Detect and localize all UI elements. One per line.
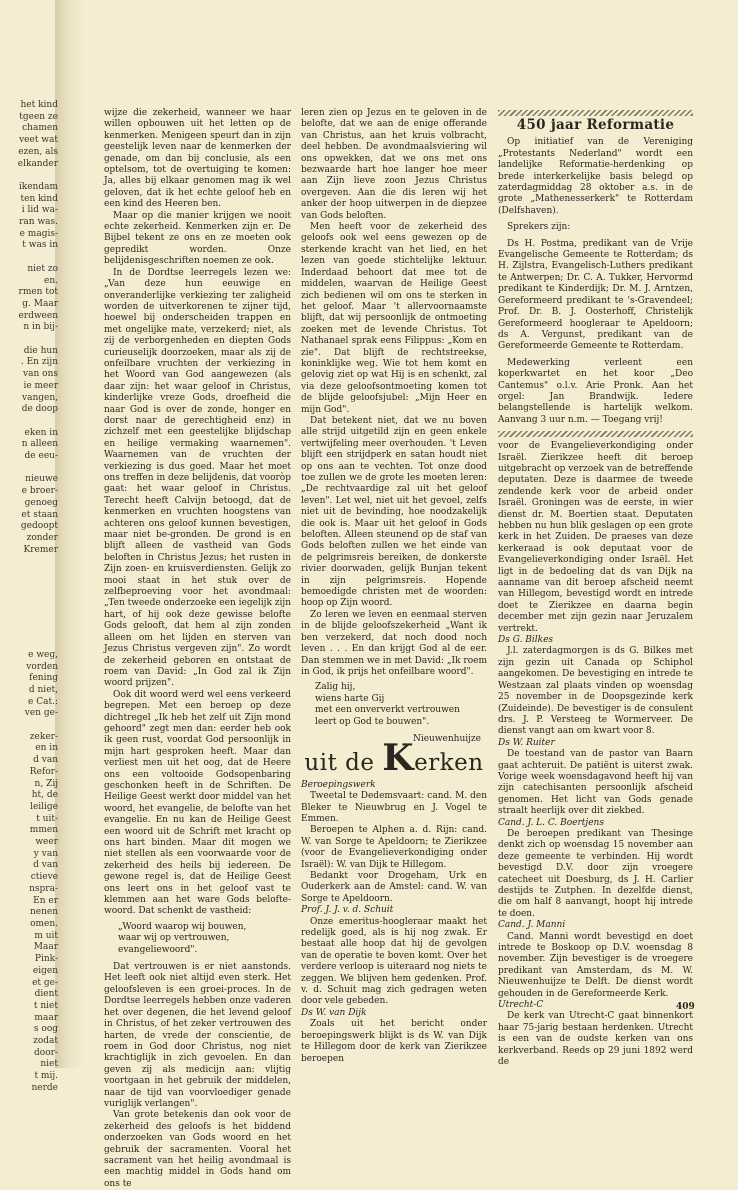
wavy-rule-bottom bbox=[498, 431, 693, 437]
prev-page-line: t was in bbox=[22, 240, 58, 251]
subhead-manni: Cand. J. Manni bbox=[498, 920, 566, 931]
prev-page-line: e Cat.: bbox=[28, 696, 58, 707]
wavy-rule-top bbox=[498, 110, 693, 116]
boertjens-text: De beroepen predikant van Thesinge denkt zich op woensdag 15 november aan deze gemeente te verbinden. Hij wordt bevestigd D.V. door zijn vroegere catecheet uit Doesburg, ds J. H. Carlier destijds te Zutphen. In dezelfde dienst, die om half 8 aanvangt, hoopt hij intrede te doen. bbox=[498, 828, 693, 919]
prev-page-line: dient bbox=[34, 989, 58, 1000]
subhead-bilkes: Ds G. Bilkes bbox=[498, 635, 554, 646]
col1-poem bbox=[118, 922, 291, 956]
reformatie-box bbox=[498, 137, 693, 426]
poem-line: wiens harte Gij bbox=[315, 693, 385, 704]
ruiter-text: De toestand van de pastor van Baarn gaat achteruit. De patiënt is uiterst zwak. Vorige week woensdagavond heeft hij van zijn catechisanten persoonlijk afscheid genomen. Het licht van Gods genade straalt heerlijk over dit ziekbed. bbox=[498, 749, 693, 817]
prev-page-line: eken in bbox=[24, 427, 58, 438]
prev-page-line: niet zo bbox=[27, 263, 58, 274]
prev-page-line: n alleen bbox=[21, 439, 58, 450]
prev-page-line: ht, de bbox=[31, 790, 58, 801]
prev-page-line: nerde bbox=[31, 1082, 58, 1093]
prev-page-line: die hun bbox=[23, 345, 58, 356]
prev-page-line: . En zijn bbox=[20, 357, 58, 368]
poem-line: „Woord waarop wij bouwen, bbox=[118, 921, 247, 932]
col1-para-5: Dat vertrouwen is er niet aanstonds. Het leeft ook niet altijd even sterk. Het geloofsleven is een groei-proces. In de Dordtse leerregels hebben onze vaderen het over degenen, die het levend geloof in Christus, of het zeker vertrouwen des harten, de vrede der conscientie, de roem in God door Christus, nog niet krachtiglijk in zich gevoelen. En dan geven zij als medicijn aan: vlijtig voortgaan in het gebruik der middelen, naar de tijd van voorvloediger genade vuriglijk verlangen". bbox=[104, 962, 291, 1109]
prev-page-line: ven ge- bbox=[24, 708, 58, 719]
subhead-beroepingswerk: Beroepingswerk bbox=[301, 779, 376, 790]
prev-page-line: t niet bbox=[33, 1000, 58, 1011]
dijk-text: Zoals uit het bericht onder beroepingswerk blijkt is ds W. van Dijk te Hillegom door de kerk van Zierikzee beroepen bbox=[301, 1019, 487, 1064]
beroep-item: Beroepen te Alphen a. d. Rijn: cand. W. van Sorge te Apeldoorn; te Zierikzee (voor de Evangelieverkondiging onder Israël): W. van Dijk te Hillegom. bbox=[301, 825, 487, 870]
prev-page-line: eigen bbox=[32, 965, 58, 976]
prev-page-line bbox=[0, 615, 58, 627]
prev-page-line: nieuwe bbox=[25, 474, 58, 485]
prev-page-line bbox=[0, 568, 58, 580]
prev-page-line: t uit- bbox=[36, 813, 58, 824]
col1-para-1: wijze die zekerheid, wanneer we haar willen opbouwen uit het letten op de kenmerken. Menigeen speurt dan in zijn geestelijk leven naar de kenmerken der genade, om dan bij conclusie, als een optelsom, tot de overtuiging te komen: Ja, alles bij elkaar genomen mag ik wel geloven, dat ik het echte geloof heb en een kind des Heeren ben. bbox=[104, 108, 291, 210]
subhead-utrecht: Utrecht-C bbox=[498, 1000, 544, 1011]
prev-page-line bbox=[0, 580, 58, 592]
col1-para-2: Maar op die manier krijgen we nooit echte zekerheid. Kenmerken zijn er. De Bijbel tekent ze ons en ze moeten ook gepredikt worden. Onze belijdenisgeschriften noemen ze ook. bbox=[104, 210, 291, 267]
box-para: Sprekers zijn: bbox=[507, 222, 571, 233]
prev-page-line: e weg, bbox=[28, 649, 58, 660]
prev-page-line: i lid wa- bbox=[21, 205, 58, 216]
prev-page-line bbox=[0, 416, 58, 428]
prev-page-line bbox=[0, 556, 58, 568]
prev-page-line: chamen bbox=[22, 123, 58, 134]
box-para: Medewerking verleent een koperkwartet en het koor „Deo Cantemus" o.l.v. Arie Pronk. Aan het orgel: Jan Brandwijk. Iedere belangstellende is hartelijk welkom. Aanvang 3 uur n.m. — Toegang vrij! bbox=[498, 357, 693, 425]
subhead-ruiter: Ds W. Ruiter bbox=[498, 737, 555, 748]
prev-page-line: vorden bbox=[26, 661, 58, 672]
author-signature: Nieuwenhuijze bbox=[412, 733, 481, 744]
col2-para-1: leren zien op Jezus en te geloven in de belofte, dat we aan de enige offerande van Christus, aan het kruis volbracht, deel hebben. De avondmaalsviering wil ons opwekken, dat we ons met ons bezwaarde hart hoe langer hoe meer aan Zijn lieve zoon Jezus Christus overgeven. Aan die dis leren wij het anker der hoop uitwerpen in de diepzee van Gods beloften. bbox=[301, 108, 487, 221]
previous-page-edge bbox=[0, 100, 58, 1093]
prev-page-line: weer bbox=[35, 837, 58, 848]
prev-page-line: et ge- bbox=[32, 977, 58, 988]
prev-page-line: d niet, bbox=[28, 684, 58, 695]
prev-page-line: d van bbox=[33, 755, 58, 766]
title-part: erken bbox=[414, 750, 484, 777]
prev-page-line: zeker- bbox=[29, 731, 58, 742]
prev-page-line bbox=[0, 170, 58, 182]
prev-page-line: ran was. bbox=[19, 217, 58, 228]
poem-line: Zalig hij, bbox=[315, 682, 356, 693]
prev-page-line: en in bbox=[35, 743, 58, 754]
prev-page-line: mmen bbox=[29, 825, 58, 836]
prev-page-line: e magis- bbox=[19, 228, 58, 239]
col2-para-3: Dat betekent niet, dat we nu boven alle strijd uitgetild zijn en geen enkele vertwijfeling meer overhouden. 't Leven blijft een strijdperk en satan houdt niet op ons aan te vechten. Tot onze dood toe zullen we de grote les moeten leren: „De rechtvaardige zal uit het geloof leven". Let wel, niet uit het gevoel, zelfs niet uit de bevinding, hoe noodzakelijk die ook is. Maar uit het geloof in Gods beloften. Alleen steunend op de staf van Gods beloften zullen we het einde van de pelgrimsreis bereiken, de donkerste rivier doorwaden, gelijk Bunjan tekent in zijn pelgrimsreis. Hopende bemoedigde christen met de woorden: hoop op Zijn woord. bbox=[301, 415, 487, 609]
prev-page-line: t mij. bbox=[34, 1071, 58, 1082]
prev-page-line: fening bbox=[29, 673, 58, 684]
prev-page-line bbox=[0, 638, 58, 650]
prev-page-line: zodat bbox=[33, 1036, 58, 1047]
prev-page-line: omen. bbox=[30, 919, 58, 929]
prev-page-line: tgeen ze bbox=[19, 111, 58, 122]
prev-page-line: g. Maar bbox=[22, 298, 58, 309]
prev-page-line bbox=[0, 720, 58, 732]
prev-page-line: En er bbox=[33, 895, 58, 906]
prev-page-line: ctieve bbox=[30, 872, 58, 883]
prev-page-line bbox=[0, 252, 58, 264]
prev-page-line: Kremer bbox=[23, 544, 58, 555]
col1-para-3: In de Dordtse leerregels lezen we: „Van deze hun eeuwige en onveranderlijke verkiezing ter zaligheid worden de uitverkorenen te zijner tijd, hoewel bij onderscheiden trappen en met ongelijke mate, verzekerd; niet, als zij de verborgenheden en diepten Gods curieuselijk doorzoeken, maar als zij de onfeilbare vruchten der verkiezing in het Woord van God aangewezen (als daar zijn: het waar geloof in Christus, kinderlijke vreze Gods, droefheid die naar God is over de zonde, honger en dorst naar de gerechtigheid enz) in zichzelf met een geestelijke blijdschap en heilige vermaking waarnemen". Waarnemen van de vruchten der verkiezing is dus goed. Maar het moet ons treffen in deze belijdenis, dat vooròp gaat: het waar geloof in Christus. Terecht heeft Calvijn betoogd, dat de kenmerken en vruchten hoogstens van achteren ons geloof kunnen bevestigen, maar niet be-gronden. De grond is en blijft alleen de vastheid van Gods beloften in Christus Jezus; het rusten in Zijn zoen- en kruisverdiensten. Gelijk zo mooi staat in het stuk over de zelfbeproeving voor het avondmaal: „Ten tweede onderzoeke een iegelijk zijn hart, of hij ook deze gewisse belofte Gods gelooft, dat hem al zijn zonden alleen om het lijden en sterven van Jezus Christus vergeven zijn". Zo wordt de zekerheid geboren en ontstaat de roem van David: „In God zal ik Zijn woord prijzen". bbox=[104, 267, 291, 689]
page-number: 409 bbox=[676, 1002, 695, 1012]
prev-page-line: door- bbox=[34, 1047, 58, 1058]
prev-page-line: leilige bbox=[30, 801, 58, 812]
prev-page-line: van ons bbox=[23, 369, 58, 380]
poem-line: evangeliewoord". bbox=[118, 944, 198, 955]
prev-page-line: ikendam bbox=[18, 181, 58, 192]
prev-page-line: de doop bbox=[21, 404, 58, 415]
prev-page-line: rmen tot bbox=[18, 287, 58, 298]
poem-line: leert op God te bouwen". bbox=[315, 716, 430, 727]
manni-text: Cand. Manni wordt bevestigd en doet intrede te Boskoop op D.V. woensdag 8 november. Zijn bevestiger is de vroegere predikant van Amsterdam, ds M. W. Nieuwenhuijze te Delft. De dienst wordt gehouden in de Gereformeerde Kerk. bbox=[498, 931, 693, 999]
col2-para-2: Men heeft voor de zekerheid des geloofs ook wel eens gewezen op de sterkende kracht van het lied, en het lezen van goede stichtelijke lektuur. Inderdaad behoort dat mee tot de middelen, waarvan de Heilige Geest zich bedienen wil om ons te sterken in het geloof. Maar 't allervoornaamste blijft, dat wij persoonlijk de ontmoeting zoeken met de levende Christus. Tot Nathanael sprak eens Filippus: „Kom en zie". Dat blijft de rechtstreekse, koninklijke weg. Wie tot hem komt en gelovig ziet op wat Hij is en schenkt, zal via deze geloofsontmoeting komen tot de blijde geloofsjubel: „Mijn Heer en mijn God". bbox=[301, 222, 487, 415]
bilkes-text: J.l. zaterdagmorgen is ds G. Bilkes met zijn gezin uit Canada op Schiphol aangekomen. De bevestiging en intrede te Westzaan zal plaats vinden op woensdag 25 november in de Doopsgezinde kerk (Zuideinde). De bevestiger is de consulent drs. J. P. Versteeg te Wormerveer. De dienst vangt aan om kwart voor 8. bbox=[498, 646, 693, 737]
col2-poem bbox=[315, 682, 487, 728]
prev-page-line: erdween bbox=[18, 310, 58, 321]
prev-page-line: gedoopt bbox=[20, 521, 58, 532]
box-title: 450 jaar Reformatie bbox=[516, 117, 675, 133]
col1-para-6: Van grote betekenis dan ook voor de zekerheid des geloofs is het biddend onderzoeken van Gods woord en het gebruik der sacramenten. Vooral het sacrament van het heilig avondmaal is een machtig middel in Gods hand om ons te bbox=[104, 1110, 291, 1189]
prev-page-line: s oog bbox=[33, 1024, 58, 1035]
beroep-item: Tweetal te Dedemsvaart: cand. M. den Bleker te Nieuwbrug en J. Vogel te Emmen. bbox=[301, 791, 487, 824]
prev-page-line: zonder bbox=[26, 532, 58, 543]
prev-page-line bbox=[0, 591, 58, 603]
column-2 bbox=[301, 108, 487, 1064]
prev-page-line: ie meer bbox=[23, 380, 58, 391]
prev-page-line: n in bij- bbox=[23, 322, 58, 333]
prev-page-line: de eeu- bbox=[24, 451, 58, 462]
subhead-schuit: Prof. J. J. v. d. Schuit bbox=[301, 905, 394, 916]
prev-page-line: et staan bbox=[21, 509, 58, 520]
column-1 bbox=[104, 108, 291, 1189]
subhead-boertjens: Cand. J. L. C. Boertjens bbox=[498, 817, 604, 828]
prev-page-line bbox=[0, 626, 58, 638]
prev-page-line: Maar bbox=[33, 942, 58, 953]
prev-page-line: genoeg bbox=[24, 497, 58, 508]
utrecht-text: De kerk van Utrecht-C gaat binnenkort haar 75-jarig bestaan herdenken. Utrecht is een van de oudste kerken van ons kerkverband. Reeds op 29 juni 1892 werd de bbox=[498, 1011, 693, 1068]
prev-page-line: vangen, bbox=[22, 392, 58, 403]
schuit-text: Onze emeritus-hoogleraar maakt het redelijk goed, als is hij nog zwak. Er bestaat alle hoop dat hij de gevolgen van de operatie te boven komt. Over het verdere verloop is uiteraard nog niets te zeggen. We blijven hem gedenken. Prof. v. d. Schuit mag zich gedragen weten door vele gebeden. bbox=[301, 916, 487, 1007]
prev-page-line: en. bbox=[44, 275, 58, 286]
prev-page-line: Refor- bbox=[29, 766, 58, 777]
title-part: uit de bbox=[304, 750, 383, 777]
prev-page-line: elkander bbox=[17, 158, 58, 169]
col3-continuation: voor de Evangelieverkondiging onder Israël. Zierikzee heeft dit beroep uitgebracht op verzoek van de betreffende deputaten. Deze is daarmee de tweede zendende kerk voor de arbeid onder Israël. Groningen was de eerste, in wier dienst dr. M. Boertien staat. Deputaten hebben nu hun blik geslagen op een grote kerk in het Zuiden. De praeses van deze kerkeraad is ook deputaat voor de Evangelieverkondiging onder Israël. Het ligt in de bedoeling dat ds van Dijk na aanname van dit beroep afscheid neemt van Hillegom, bevestigd wordt en intrede doet te Zierikzee en daarna begin december met zijn gezin naar Jeruzalem vertrekt. bbox=[498, 441, 693, 634]
prev-page-line: y van bbox=[33, 848, 58, 859]
prev-page-line: het kind bbox=[20, 100, 58, 110]
prev-page-line: ezen, als bbox=[18, 146, 58, 157]
box-para: Op initiatief van de Vereniging „Protestants Nederland" wordt een landelijke Reformatie-herdenking op brede interkerkelijke basis belegd op zaterdagmiddag 28 oktober a.s. in de grote „Mathenesserkerk" te Rotterdam (Delfshaven). bbox=[498, 137, 693, 216]
prev-page-line: veet wat bbox=[19, 135, 58, 146]
prev-page-line: Pink- bbox=[34, 954, 58, 965]
prev-page-line bbox=[0, 334, 58, 346]
prev-page-line: ten kind bbox=[20, 193, 58, 204]
title-initial: K bbox=[382, 737, 415, 780]
subhead-dijk: Ds W. van Dijk bbox=[301, 1007, 367, 1018]
poem-line: met een onververkt vertrouwen bbox=[315, 705, 460, 716]
box-para: Ds H. Postma, predikant van de Vrije Evangelische Gemeente te Rotterdam; ds H. Zijlstra, Evangelisch-Luthers predikant te Antwerpen; Dr. C. A. Tukker, Hervormd predikant te Kinderdijk; Dr. M. J. Arntzen, Gereformeerd predikant te 's-Gravendeel; Prof. Dr. B. J. Oosterhoff, Christelijk Gereformeerd hoogleraar te Apeldoorn; ds A. Vergunst, predikant van de Gereformeerde Gemeente te Rotterdam. bbox=[498, 238, 693, 352]
col1-para-4: Ook dit woord werd wel eens verkeerd begrepen. Met een beroep op deze dichtregel „Ik heb het zelf uit Zijn mond gehoord" zegt men dan: eerder heb ook ik geen rust, voordat God persoonlijk in mijn hart gesproken heeft. Maar dan verliest men uit het oog, dat de Heere ons een voltooide Godsopenbaring geschonken heeft in de Schriften. De Heilige Geest werkt door middel van het woord, het evangelie, de belofte van het evangelie. En nu kan de Heilige Geest een woord uit de Schrift met kracht op ons hart binden. Maar dit mogen we niet stellen als een voorwaarde voor de zekerheid des heils bij iedereen. De gewone regel is, dat de Heilige Geest ons leert ons in het geloof vast te klemmen aan het ware Gods belofte-woord. Dat schenkt de vastheid: bbox=[104, 689, 291, 917]
prev-page-line: m uit bbox=[34, 930, 58, 941]
prev-page-line: niet bbox=[40, 1059, 58, 1070]
prev-page-line: e broer- bbox=[21, 486, 58, 497]
beroep-item: Bedankt voor Drogeham, Urk en Ouderkerk aan de Amstel: cand. W. van Sorge te Apeldoorn. bbox=[301, 871, 487, 904]
page-fold-shadow bbox=[55, 0, 85, 1068]
prev-page-line bbox=[0, 463, 58, 475]
prev-page-line: d van bbox=[33, 860, 58, 871]
prev-page-line bbox=[0, 603, 58, 615]
prev-page-line: nenen bbox=[29, 907, 58, 918]
poem-line: waar wij op vertrouwen, bbox=[118, 933, 230, 944]
col2-para-4: Zo leren we leven en eenmaal sterven in de blijde geloofszekerheid „Want ik ben verzekerd, dat noch dood noch leven . . . En dan krijgt God al de eer. Dan stemmen we in met David: „Ik roem in God, ik prijs het onfeilbare woord". bbox=[301, 609, 487, 677]
prev-page-line: nspra- bbox=[29, 883, 58, 894]
prev-page-line: n, Zij bbox=[34, 778, 58, 789]
prev-page-line: maar bbox=[34, 1012, 58, 1023]
